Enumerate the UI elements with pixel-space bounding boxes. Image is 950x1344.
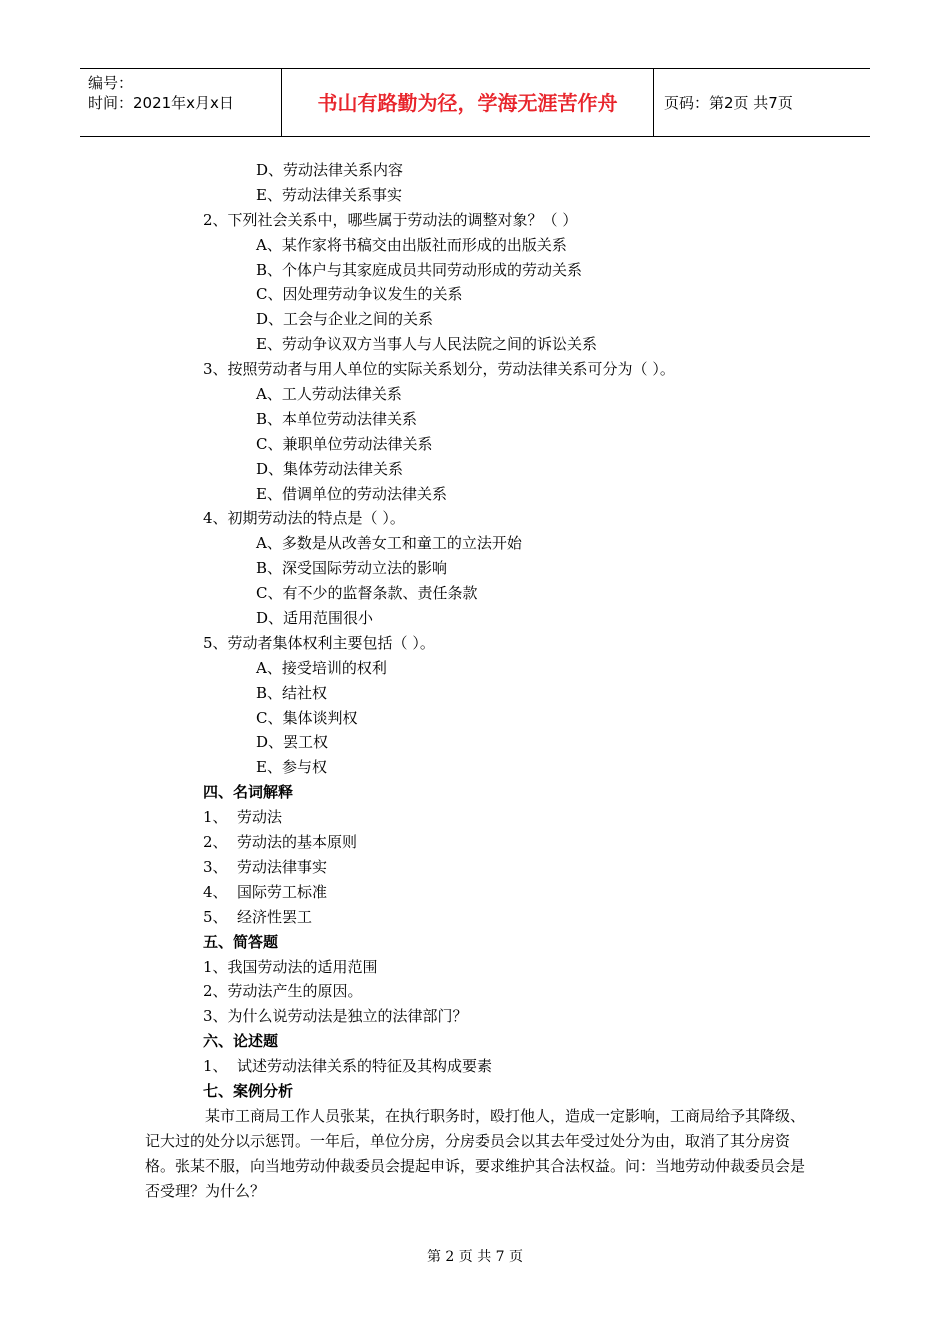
item-number: 1、 bbox=[203, 1057, 228, 1076]
item-number: 3、 bbox=[203, 857, 228, 876]
section-heading: 五、简答题 bbox=[203, 932, 279, 951]
list-item bbox=[0, 1054, 950, 1079]
list-item bbox=[0, 880, 950, 905]
option-line: A、工人劳动法律关系 bbox=[256, 385, 402, 404]
page-header bbox=[80, 68, 870, 137]
item-text: 经济性罢工 bbox=[237, 907, 313, 926]
item-number: 2、 bbox=[203, 833, 228, 852]
option-line: D、劳动法律关系内容 bbox=[256, 161, 404, 179]
option-line: C、兼职单位劳动法律关系 bbox=[256, 434, 433, 453]
list-item bbox=[0, 905, 950, 930]
header-motto: 书山有路勤为径，学海无涯苦作舟 bbox=[282, 69, 654, 136]
item-number: 1、 bbox=[203, 808, 228, 827]
list-item: 2、劳动法产生的原因。 bbox=[203, 982, 363, 1001]
option-line: E、劳动法律关系事实 bbox=[256, 185, 402, 204]
header-page-info: 页码：第2页 共7页 bbox=[664, 93, 793, 112]
option-line: A、多数是从改善女工和童工的立法开始 bbox=[256, 534, 522, 553]
option-line: A、接受培训的权利 bbox=[256, 658, 387, 677]
item-text: 国际劳工标准 bbox=[237, 882, 328, 901]
option-line: E、劳动争议双方当事人与人民法院之间的诉讼关系 bbox=[256, 335, 597, 354]
option-line: E、借调单位的劳动法律关系 bbox=[256, 484, 447, 503]
item-number: 4、 bbox=[203, 882, 228, 901]
option-line: E、参与权 bbox=[256, 758, 327, 777]
item-text: 劳动法的基本原则 bbox=[237, 833, 358, 852]
case-paragraph: 某市工商局工作人员张某，在执行职务时，殴打他人，造成一定影响，工商局给予其降级、记大过的处分以示惩罚。一年后，单位分房，分房委员会以其去年受过处分为由，取消了其分房资格。张某不服，向当地劳动仲裁委员会提起申诉，要求维护其合法权益。问：当地劳动仲裁委员会是否受理？为什么？ bbox=[145, 1106, 806, 1200]
option-line: A、某作家将书稿交由出版社而形成的出版关系 bbox=[256, 235, 567, 254]
option-line: B、本单位劳动法律关系 bbox=[256, 409, 418, 428]
list-item bbox=[0, 805, 950, 830]
serial-label: 编号： bbox=[88, 74, 134, 92]
question-stem: 5、劳动者集体权利主要包括（ ）。 bbox=[203, 633, 435, 652]
option-line: B、深受国际劳动立法的影响 bbox=[256, 559, 448, 578]
section-heading: 七、案例分析 bbox=[203, 1081, 294, 1100]
option-line: C、集体谈判权 bbox=[256, 708, 358, 727]
option-line: B、个体户与其家庭成员共同劳动形成的劳动关系 bbox=[256, 260, 583, 279]
page-footer: 第 2 页 共 7 页 bbox=[426, 1249, 524, 1265]
list-item bbox=[0, 855, 950, 880]
section-heading: 四、名词解释 bbox=[203, 783, 294, 802]
option-line: C、有不少的监督条款、责任条款 bbox=[256, 584, 478, 603]
question-stem: 2、下列社会关系中，哪些属于劳动法的调整对象？（ ） bbox=[203, 210, 578, 229]
item-text: 劳动法 bbox=[237, 808, 283, 827]
list-item: 1、我国劳动法的适用范围 bbox=[203, 957, 378, 976]
option-line: B、结社权 bbox=[256, 683, 328, 702]
item-number: 5、 bbox=[203, 907, 228, 926]
question-stem: 4、初期劳动法的特点是（ ）。 bbox=[203, 509, 405, 528]
question-stem: 3、按照劳动者与用人单位的实际关系划分，劳动法律关系可分为（ ）。 bbox=[203, 360, 675, 379]
option-line: D、适用范围很小 bbox=[256, 609, 374, 628]
document-body bbox=[0, 158, 950, 1203]
option-line: D、罢工权 bbox=[256, 733, 329, 752]
time-label: 时间：2021年x月x日 bbox=[88, 94, 234, 112]
item-text: 劳动法律事实 bbox=[237, 857, 328, 876]
list-item bbox=[0, 830, 950, 855]
header-meta bbox=[80, 69, 282, 136]
item-text: 试述劳动法律关系的特征及其构成要素 bbox=[237, 1057, 493, 1076]
option-line: D、集体劳动法律关系 bbox=[256, 459, 404, 478]
option-line: C、因处理劳动争议发生的关系 bbox=[256, 285, 463, 304]
list-item: 3、为什么说劳动法是独立的法律部门？ bbox=[203, 1007, 468, 1026]
section-heading: 六、论述题 bbox=[203, 1032, 279, 1051]
option-line: D、工会与企业之间的关系 bbox=[256, 310, 434, 329]
